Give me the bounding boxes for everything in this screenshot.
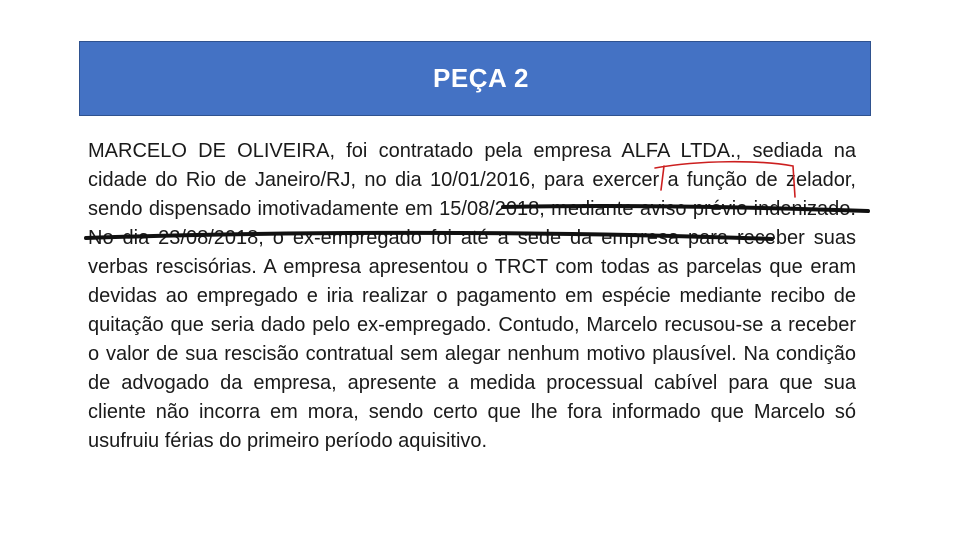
title-bar	[79, 41, 871, 116]
slide-title: PEÇA 2	[433, 63, 529, 93]
case-description: MARCELO DE OLIVEIRA, foi contratado pela empresa ALFA LTDA., sediada na cidade do Rio de Janeiro/RJ, no dia 10/01/2016, para exercer a função de zelador, sendo dispensado imotivadamente em 15/08/2018, mediante aviso prévio indenizado. No dia 23/08/2018, o ex-empregado foi até a sede da empresa para receber suas verbas rescisórias. A empresa apresentou o TRCT com todas as parcelas que eram devidas ao empregado e iria realizar o pagamento em espécie mediante recibo de quitação que seria dado pelo ex-empregado. Contudo, Marcelo recusou-se a receber o valor de sua rescisão contratual sem alegar nenhum motivo plausível. Na condição de advogado da empresa, apresente a medida processual cabível para que sua cliente não incorra em mora, sendo certo que lhe fora informado que Marcelo só usufruiu férias do primeiro período aquisitivo.	[88, 140, 856, 452]
